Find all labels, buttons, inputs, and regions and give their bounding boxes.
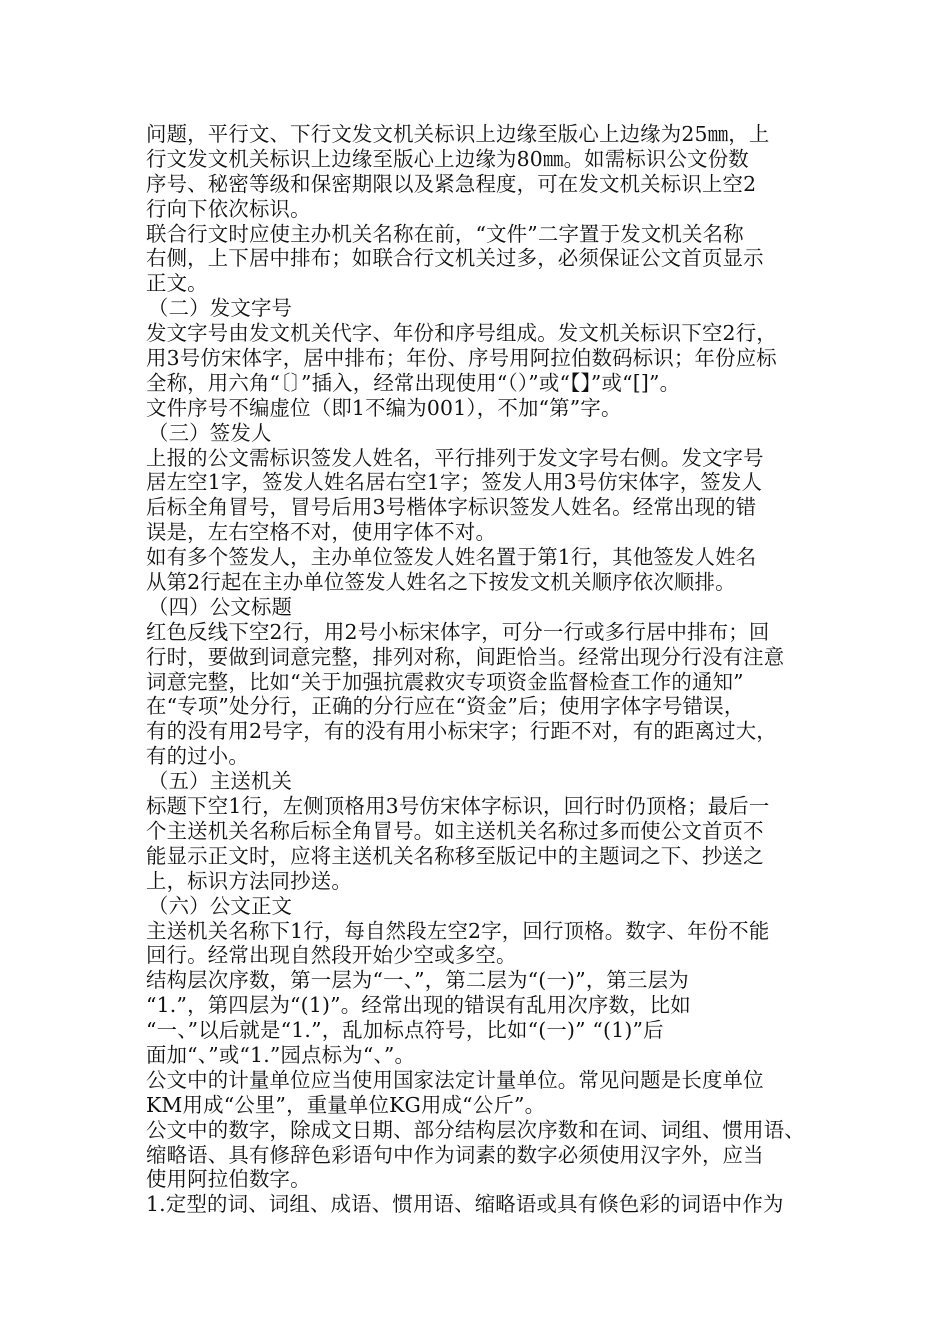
text-line: KM用成“公里”，重量单位KG用成“公斤”。 xyxy=(146,1092,546,1117)
section-heading-fawen-zihao: （二）发文字号 xyxy=(148,296,293,321)
text-line: 有的过小。 xyxy=(146,744,249,769)
text-line: 发文字号由发文机关代字、年份和序号组成。发文机关标识下空2行， xyxy=(146,321,777,346)
section-heading-qianfaren: （三）签发人 xyxy=(148,420,272,445)
text-line: 误是，左右空格不对，使用字体不对。 xyxy=(146,520,497,545)
text-line: 结构层次序数，第一层为“一、”，第二层为“(一)”，第三层为 xyxy=(146,968,689,993)
section-heading-gongwen-biaoti: （四）公文标题 xyxy=(148,594,293,619)
text-line: 联合行文时应使主办机关名称在前，“文件”二字置于发文机关名称 xyxy=(146,221,744,246)
text-line: 居左空1字，签发人姓名居右空1字；签发人用3号仿宋体字，签发人 xyxy=(146,470,763,495)
section-heading-zhusong-jiguan: （五）主送机关 xyxy=(148,769,293,794)
text-line: 在“专项”处分行，正确的分行应在“资金”后；使用字体字号错误， xyxy=(146,694,745,719)
text-line: 使用阿拉伯数字。 xyxy=(146,1167,311,1192)
text-line: 全称，用六角“〔〕”插入，经常出现使用“（）”或“【】”或“[]”。 xyxy=(146,370,681,395)
text-line: 公文中的数字，除成文日期、部分结构层次序数和在词、词组、惯用语、 xyxy=(146,1117,805,1142)
text-line: 正文。 xyxy=(146,271,208,296)
text-line: 行文发文机关标识上边缘至版心上边缘为80㎜。如需标识公文份数 xyxy=(146,146,749,171)
text-line: 公文中的计量单位应当使用国家法定计量单位。常见问题是长度单位 xyxy=(146,1067,764,1092)
text-line: 右侧，上下居中排布；如联合行文机关过多，必须保证公文首页显示 xyxy=(146,246,764,271)
text-line: 文件序号不编虚位（即1不编为001），不加“第”字。 xyxy=(146,395,622,420)
text-line: 上报的公文需标识签发人姓名，平行排列于发文字号右侧。发文字号 xyxy=(146,445,764,470)
text-line: 面加“、”或“1.”园点标为“、”。 xyxy=(146,1042,416,1067)
text-line: 能显示正文时，应将主送机关名称移至版记中的主题词之下、抄送之 xyxy=(146,843,764,868)
text-line: 标题下空1行，左侧顶格用3号仿宋体字标识，回行时仍顶格；最后一 xyxy=(146,794,770,819)
text-line: 有的没有用2号字，有的没有用小标宋字；行距不对，有的距离过大， xyxy=(146,719,777,744)
text-line: 问题，平行文、下行文发文机关标识上边缘至版心上边缘为25㎜，上 xyxy=(146,122,770,146)
text-line: 1.定型的词、词组、成语、惯用语、缩略语或具有倏色彩的词语中作为 xyxy=(146,1192,784,1217)
text-line: 行向下依次标识。 xyxy=(146,196,311,221)
section-heading-gongwen-zhengwen: （六）公文正文 xyxy=(148,893,293,918)
text-line: “1.”，第四层为“(1)”。经常出现的错误有乱用次序数，比如 xyxy=(146,993,691,1018)
text-line: 词意完整，比如“关于加强抗震救灾专项资金监督检查工作的通知” xyxy=(146,669,744,694)
text-line: 用3号仿宋体字，居中排布；年份、序号用阿拉伯数码标识；年份应标 xyxy=(146,346,777,371)
text-line: 红色反线下空2行，用2号小标宋体字，可分一行或多行居中排布；回 xyxy=(146,619,770,644)
text-line: 缩略语、具有修辞色彩语句中作为词素的数字必须使用汉字外，应当 xyxy=(146,1142,764,1167)
text-line: 如有多个签发人，主办单位签发人姓名置于第1行，其他签发人姓名 xyxy=(146,545,757,570)
text-line: 回行。经常出现自然段开始少空或多空。 xyxy=(146,943,517,968)
document-page xyxy=(146,122,816,1217)
text-line: 个主送机关名称后标全角冒号。如主送机关名称过多而使公文首页不 xyxy=(146,818,764,843)
text-line: 从第2行起在主办单位签发人姓名之下按发文机关顺序依次顺排。 xyxy=(146,570,736,595)
text-line: 上，标识方法同抄送。 xyxy=(146,868,352,893)
text-line: “一、”以后就是“1.”，乱加标点符号，比如“(一)” “(1)”后 xyxy=(146,1018,664,1043)
text-line: 后标全角冒号，冒号后用3号楷体字标识签发人姓名。经常出现的错 xyxy=(146,495,757,520)
text-line: 行时，要做到词意完整，排列对称，间距恰当。经常出现分行没有注意 xyxy=(146,644,785,669)
text-line: 序号、秘密等级和保密期限以及紧急程度，可在发文机关标识上空2 xyxy=(146,171,757,196)
text-line: 主送机关名称下1行，每自然段左空2字，回行顶格。数字、年份不能 xyxy=(146,918,770,943)
